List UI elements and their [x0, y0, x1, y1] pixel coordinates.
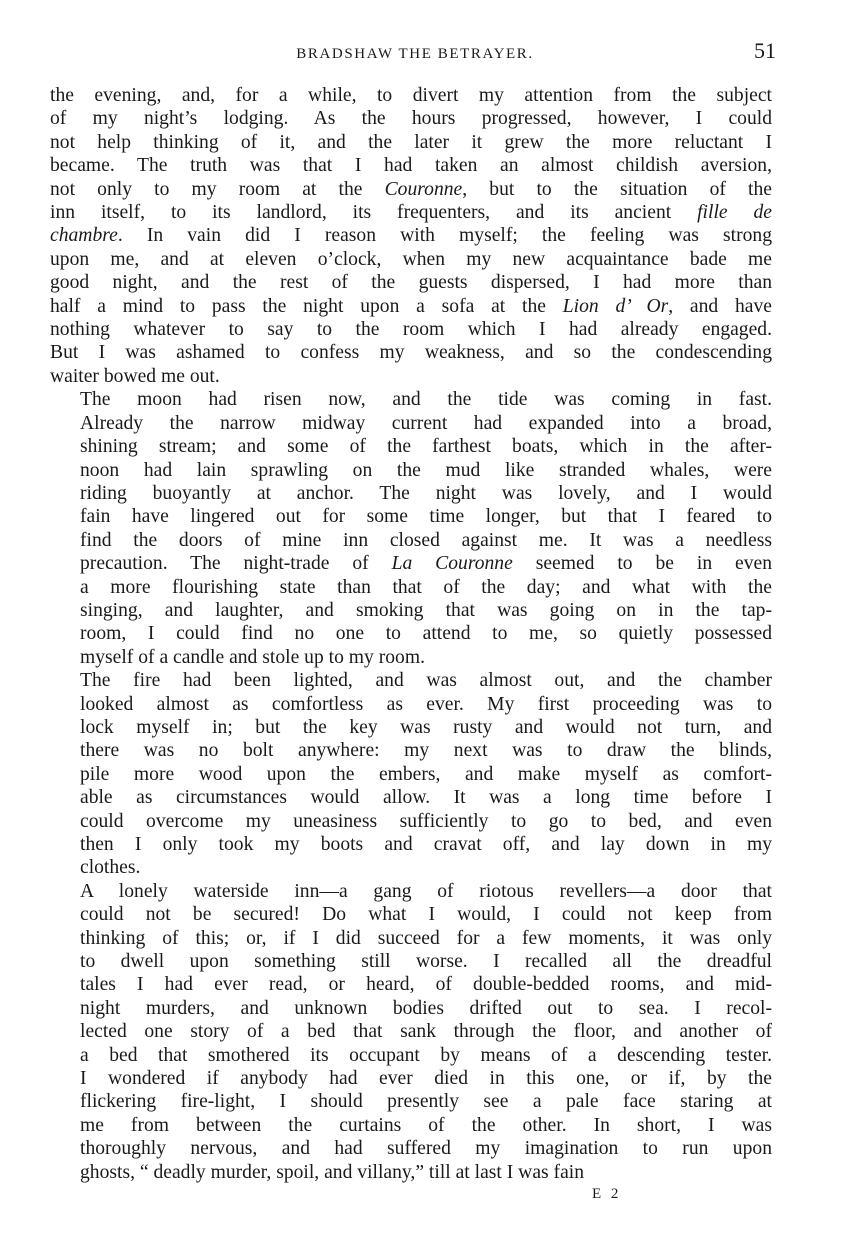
text-line: looked almost as comfortless as ever. My first proceeding was to: [80, 693, 772, 715]
text-line: half a mind to pass the night upon a sofa at the Lion d’ Or, and have: [50, 295, 772, 317]
text-line: a more flourishing state than that of the day; and what with the: [80, 576, 772, 598]
text-line: night murders, and unknown bodies drifted out to sea. I recol-: [80, 997, 772, 1019]
text-line: could not be secured! Do what I would, I could not keep from: [80, 904, 772, 926]
paragraph: [50, 669, 772, 880]
text-line: riding buoyantly at anchor. The night was lovely, and I would: [80, 482, 772, 504]
text-line: noon had lain sprawling on the mud like stranded whales, were: [80, 459, 772, 481]
text-line: nothing whatever to say to the room which I had already engaged.: [50, 319, 772, 341]
text-line: could overcome my uneasiness sufficiently to go to bed, and even: [80, 810, 772, 832]
running-head: [50, 38, 780, 66]
text-line: lected one story of a bed that sank through the floor, and another of: [80, 1021, 772, 1043]
text-line: A lonely waterside inn—a gang of riotous revellers—a door that: [80, 880, 772, 902]
text-line: pile more wood upon the embers, and make myself as comfort-: [80, 763, 772, 785]
body-text: [50, 84, 772, 1184]
text-line: find the doors of mine inn closed against me. It was a needless: [80, 529, 772, 551]
signature-mark: E 2: [592, 1186, 622, 1202]
text-line: myself of a candle and stole up to my room.: [80, 646, 425, 668]
text-line: not only to my room at the Couronne, but to the situation of the: [50, 178, 772, 200]
text-line: there was no bolt anywhere: my next was to draw the blinds,: [80, 740, 772, 762]
text-line: not help thinking of it, and the later it grew the more reluctant I: [50, 131, 772, 153]
text-line: fain have lingered out for some time longer, but that I feared to: [80, 506, 772, 528]
text-line: flickering fire-light, I should presently see a pale face staring at: [80, 1091, 772, 1113]
text-line: upon me, and at eleven o’clock, when my new acquaintance bade me: [50, 248, 772, 270]
text-line: me from between the curtains of the other. In short, I was: [80, 1114, 772, 1136]
text-line: tales I had ever read, or heard, of double-bedded rooms, and mid-: [80, 974, 772, 996]
text-line: inn itself, to its landlord, its frequenters, and its ancient fille de: [50, 202, 772, 224]
text-line: of my night’s lodging. As the hours progressed, however, I could: [50, 108, 772, 130]
text-line: lock myself in; but the key was rusty and would not turn, and: [80, 716, 772, 738]
text-line: good night, and the rest of the guests dispersed, I had more than: [50, 272, 772, 294]
text-line: able as circumstances would allow. It was a long time before I: [80, 787, 772, 809]
text-line: The moon had risen now, and the tide was coming in fast.: [80, 389, 772, 411]
paragraph: [50, 388, 772, 669]
paragraph: [50, 84, 772, 388]
paragraph: [50, 880, 772, 1184]
text-line: But I was ashamed to confess my weakness, and so the condescending: [50, 342, 772, 364]
text-line: room, I could find no one to attend to me, so quietly possessed: [80, 623, 772, 645]
text-line: a bed that smothered its occupant by means of a descending tester.: [80, 1044, 772, 1066]
text-line: the evening, and, for a while, to divert my attention from the subject: [50, 85, 772, 106]
text-line: to dwell upon something still worse. I recalled all the dreadful: [80, 951, 772, 973]
text-line: ghosts, “ deadly murder, spoil, and villany,” till at last I was fain: [80, 1161, 585, 1183]
text-line: clothes.: [80, 857, 141, 879]
page-number: 51: [754, 38, 776, 63]
text-line: thinking of this; or, if I did succeed for a few moments, it was only: [80, 927, 772, 949]
text-line: Already the narrow midway current had expanded into a broad,: [80, 412, 772, 434]
text-line: singing, and laughter, and smoking that was going on in the tap-: [80, 599, 772, 621]
text-line: thoroughly nervous, and had suffered my imagination to run upon: [80, 1138, 772, 1160]
text-line: shining stream; and some of the farthest boats, which in the after-: [80, 436, 772, 458]
text-line: The fire had been lighted, and was almost out, and the chamber: [80, 670, 772, 692]
text-line: precaution. The night-trade of La Couronne seemed to be in even: [80, 553, 772, 575]
text-line: waiter bowed me out.: [50, 365, 220, 387]
text-line: then I only took my boots and cravat off, and lay down in my: [80, 834, 772, 855]
text-line: I wondered if anybody had ever died in this one, or if, by the: [80, 1068, 772, 1090]
text-line: became. The truth was that I had taken an almost childish aversion,: [50, 155, 772, 177]
text-line: chambre. In vain did I reason with myself; the feeling was strong: [50, 225, 772, 247]
running-title: BRADSHAW THE BETRAYER.: [296, 46, 534, 62]
